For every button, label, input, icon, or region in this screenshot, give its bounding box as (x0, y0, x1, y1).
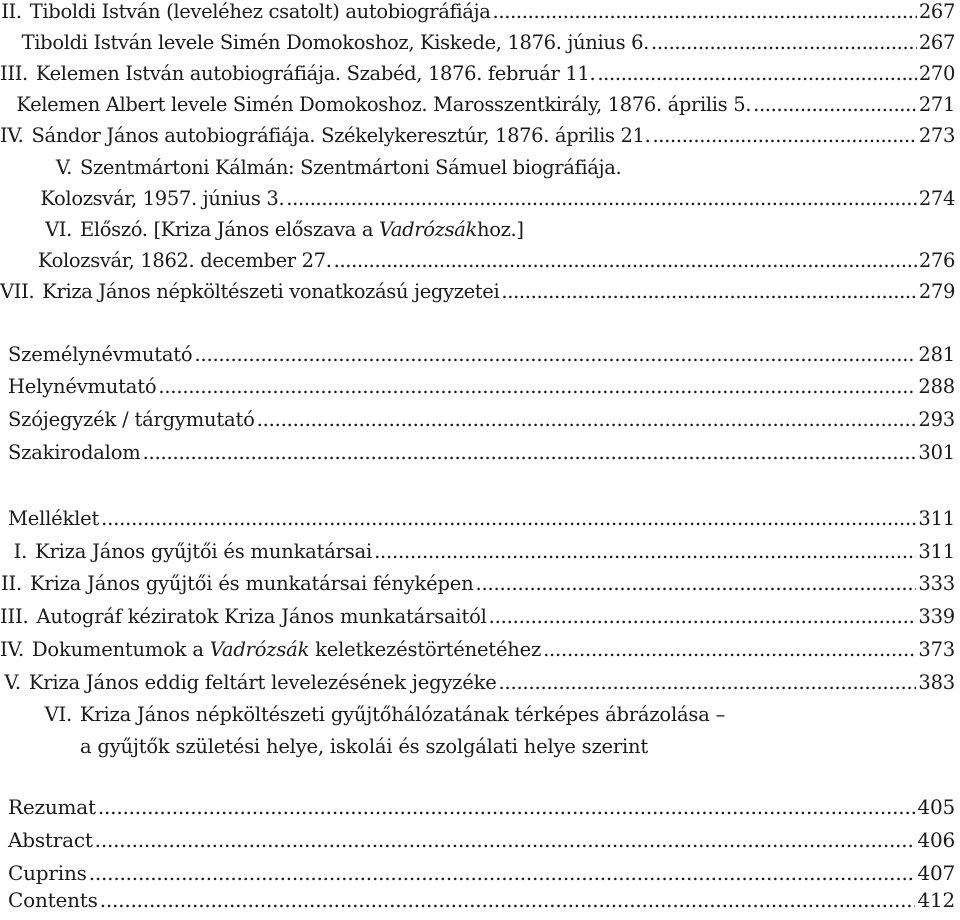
entry-page: 333 (918, 572, 955, 595)
entry-title: Kelemen Albert levele Simén Domokoshoz. Marosszentkirály, 1876. április 5. (16, 93, 752, 116)
italic-title: Vadrózsák (378, 218, 477, 241)
toc-entry (0, 124, 955, 156)
entry-title: Kriza János népköltészeti vonatkozású jegyzetei (42, 280, 500, 303)
entry-page: 301 (918, 441, 955, 464)
toc-entry (0, 31, 955, 63)
dot-leader (501, 280, 916, 303)
entry-number: VII. (0, 280, 35, 303)
dot-leader (194, 343, 916, 366)
toc-entry (0, 93, 955, 125)
toc-entry (0, 156, 955, 188)
dot-leader (753, 93, 917, 116)
entry-number: V. (55, 156, 72, 179)
entry-page: 339 (918, 605, 955, 628)
dot-leader (257, 408, 917, 431)
dot-leader (493, 0, 917, 23)
entry-number: IV. (0, 124, 24, 147)
entry-page: 267 (918, 0, 955, 23)
entry-title: Tiboldi István levele Simén Domokoshoz, Kiskede, 1876. június 6. (21, 31, 650, 54)
entry-number: VI. (44, 703, 72, 726)
entry-page: 267 (918, 31, 955, 54)
entry-page: 412 (917, 888, 955, 912)
entry-title: Abstract (8, 828, 93, 852)
dot-leader (143, 441, 917, 464)
entry-page: 276 (918, 249, 955, 272)
entry-title: Előszó. [Kriza János előszava a Vadrózsákhoz.] (80, 218, 524, 241)
dot-leader (95, 828, 916, 852)
entry-page: 407 (917, 861, 955, 885)
toc-entry (0, 62, 955, 94)
appendix-entry (0, 572, 955, 604)
italic-title: Vadrózsák (209, 638, 310, 661)
entry-number: IV. (0, 638, 24, 661)
entry-title: Kolozsvár, 1957. június 3. (40, 187, 285, 210)
appendix-entry (0, 540, 955, 572)
dot-leader (89, 861, 916, 885)
toc-entry (0, 218, 955, 250)
entry-page: 383 (918, 671, 955, 694)
summary-entry (8, 828, 955, 860)
appendix-entry (0, 605, 955, 637)
dot-leader (158, 375, 916, 398)
toc-entry-continuation (0, 249, 955, 281)
dot-leader (98, 795, 916, 819)
appendix-entry (0, 671, 955, 703)
dot-leader (334, 249, 917, 272)
entry-title: Sándor János autobiográfiája. Székelykeresztúr, 1876. április 21. (31, 124, 651, 147)
entry-title: Kriza János eddig feltárt levelezésének jegyzéke (28, 671, 497, 694)
appendix-heading (8, 507, 955, 539)
dot-leader (374, 540, 916, 563)
dot-leader (499, 671, 917, 694)
entry-title: Melléklet (8, 507, 100, 530)
entry-title: Dokumentumok a Vadrózsák keletkezéstörténetéhez (31, 638, 542, 661)
entry-page: 311 (918, 540, 955, 563)
dot-leader (489, 605, 917, 628)
index-entry (8, 343, 955, 375)
entry-title: Rezumat (8, 795, 96, 819)
dot-leader (101, 507, 916, 530)
entry-title: Contents (8, 888, 98, 912)
entry-page: 271 (918, 93, 955, 116)
index-entry (8, 408, 955, 440)
entry-title: Kriza János népköltészeti gyűjtőhálózatának térképes ábrázolása – (80, 703, 726, 726)
entry-title: Szentmártoni Kálmán: Szentmártoni Sámuel biográfiája. (80, 156, 622, 179)
toc-entry (0, 0, 955, 32)
entry-title: Szakirodalom (8, 441, 141, 464)
entry-title: Szójegyzék / tárgymutató (8, 408, 255, 431)
entry-number: II. (1, 572, 23, 595)
entry-page: 405 (917, 795, 955, 819)
summary-entry (8, 795, 955, 827)
entry-title: Személynévmutató (8, 343, 193, 366)
appendix-entry (0, 703, 955, 735)
dot-leader (597, 62, 917, 85)
dot-leader (100, 888, 916, 912)
toc-entry (0, 280, 955, 312)
entry-page: 311 (918, 507, 955, 530)
index-entry (8, 375, 955, 407)
entry-number: I. (13, 540, 28, 563)
dot-leader (475, 572, 916, 595)
entry-page: 373 (918, 638, 955, 661)
entry-title: Autográf kéziratok Kriza János munkatársaitól (36, 605, 487, 628)
entry-number: II. (1, 0, 22, 23)
entry-title: a gyűjtők születési helye, iskolái és szolgálati helye szerint (80, 735, 649, 758)
entry-number: III. (0, 605, 29, 628)
toc-entry-continuation (0, 187, 955, 219)
entry-title: Helynévmutató (8, 375, 157, 398)
dot-leader (286, 187, 917, 210)
entry-title: Tiboldi István (leveléhez csatolt) autobiográfiája (29, 0, 491, 23)
entry-page: 293 (918, 408, 955, 431)
dot-leader (652, 124, 916, 147)
entry-title: Kolozsvár, 1862. december 27. (37, 249, 332, 272)
entry-number: V. (4, 671, 21, 694)
entry-number: VI. (45, 218, 72, 241)
index-entry (8, 441, 955, 473)
appendix-entry-continuation (0, 735, 955, 767)
entry-page: 279 (918, 280, 955, 303)
entry-page: 281 (918, 343, 955, 366)
entry-page: 406 (917, 828, 955, 852)
entry-page: 288 (918, 375, 955, 398)
entry-title: Kriza János gyűjtői és munkatársai fényképen (30, 572, 474, 595)
summary-entry (8, 888, 955, 920)
entry-page: 270 (918, 62, 955, 85)
dot-leader (543, 638, 916, 661)
entry-page: 273 (918, 124, 955, 147)
entry-page: 274 (918, 187, 955, 210)
entry-title: Cuprins (8, 861, 87, 885)
entry-number: III. (0, 62, 28, 85)
entry-title: Kriza János gyűjtői és munkatársai (35, 540, 373, 563)
dot-leader (651, 31, 917, 54)
entry-title: Kelemen István autobiográfiája. Szabéd, 1876. február 11. (35, 62, 596, 85)
appendix-entry (0, 638, 955, 670)
